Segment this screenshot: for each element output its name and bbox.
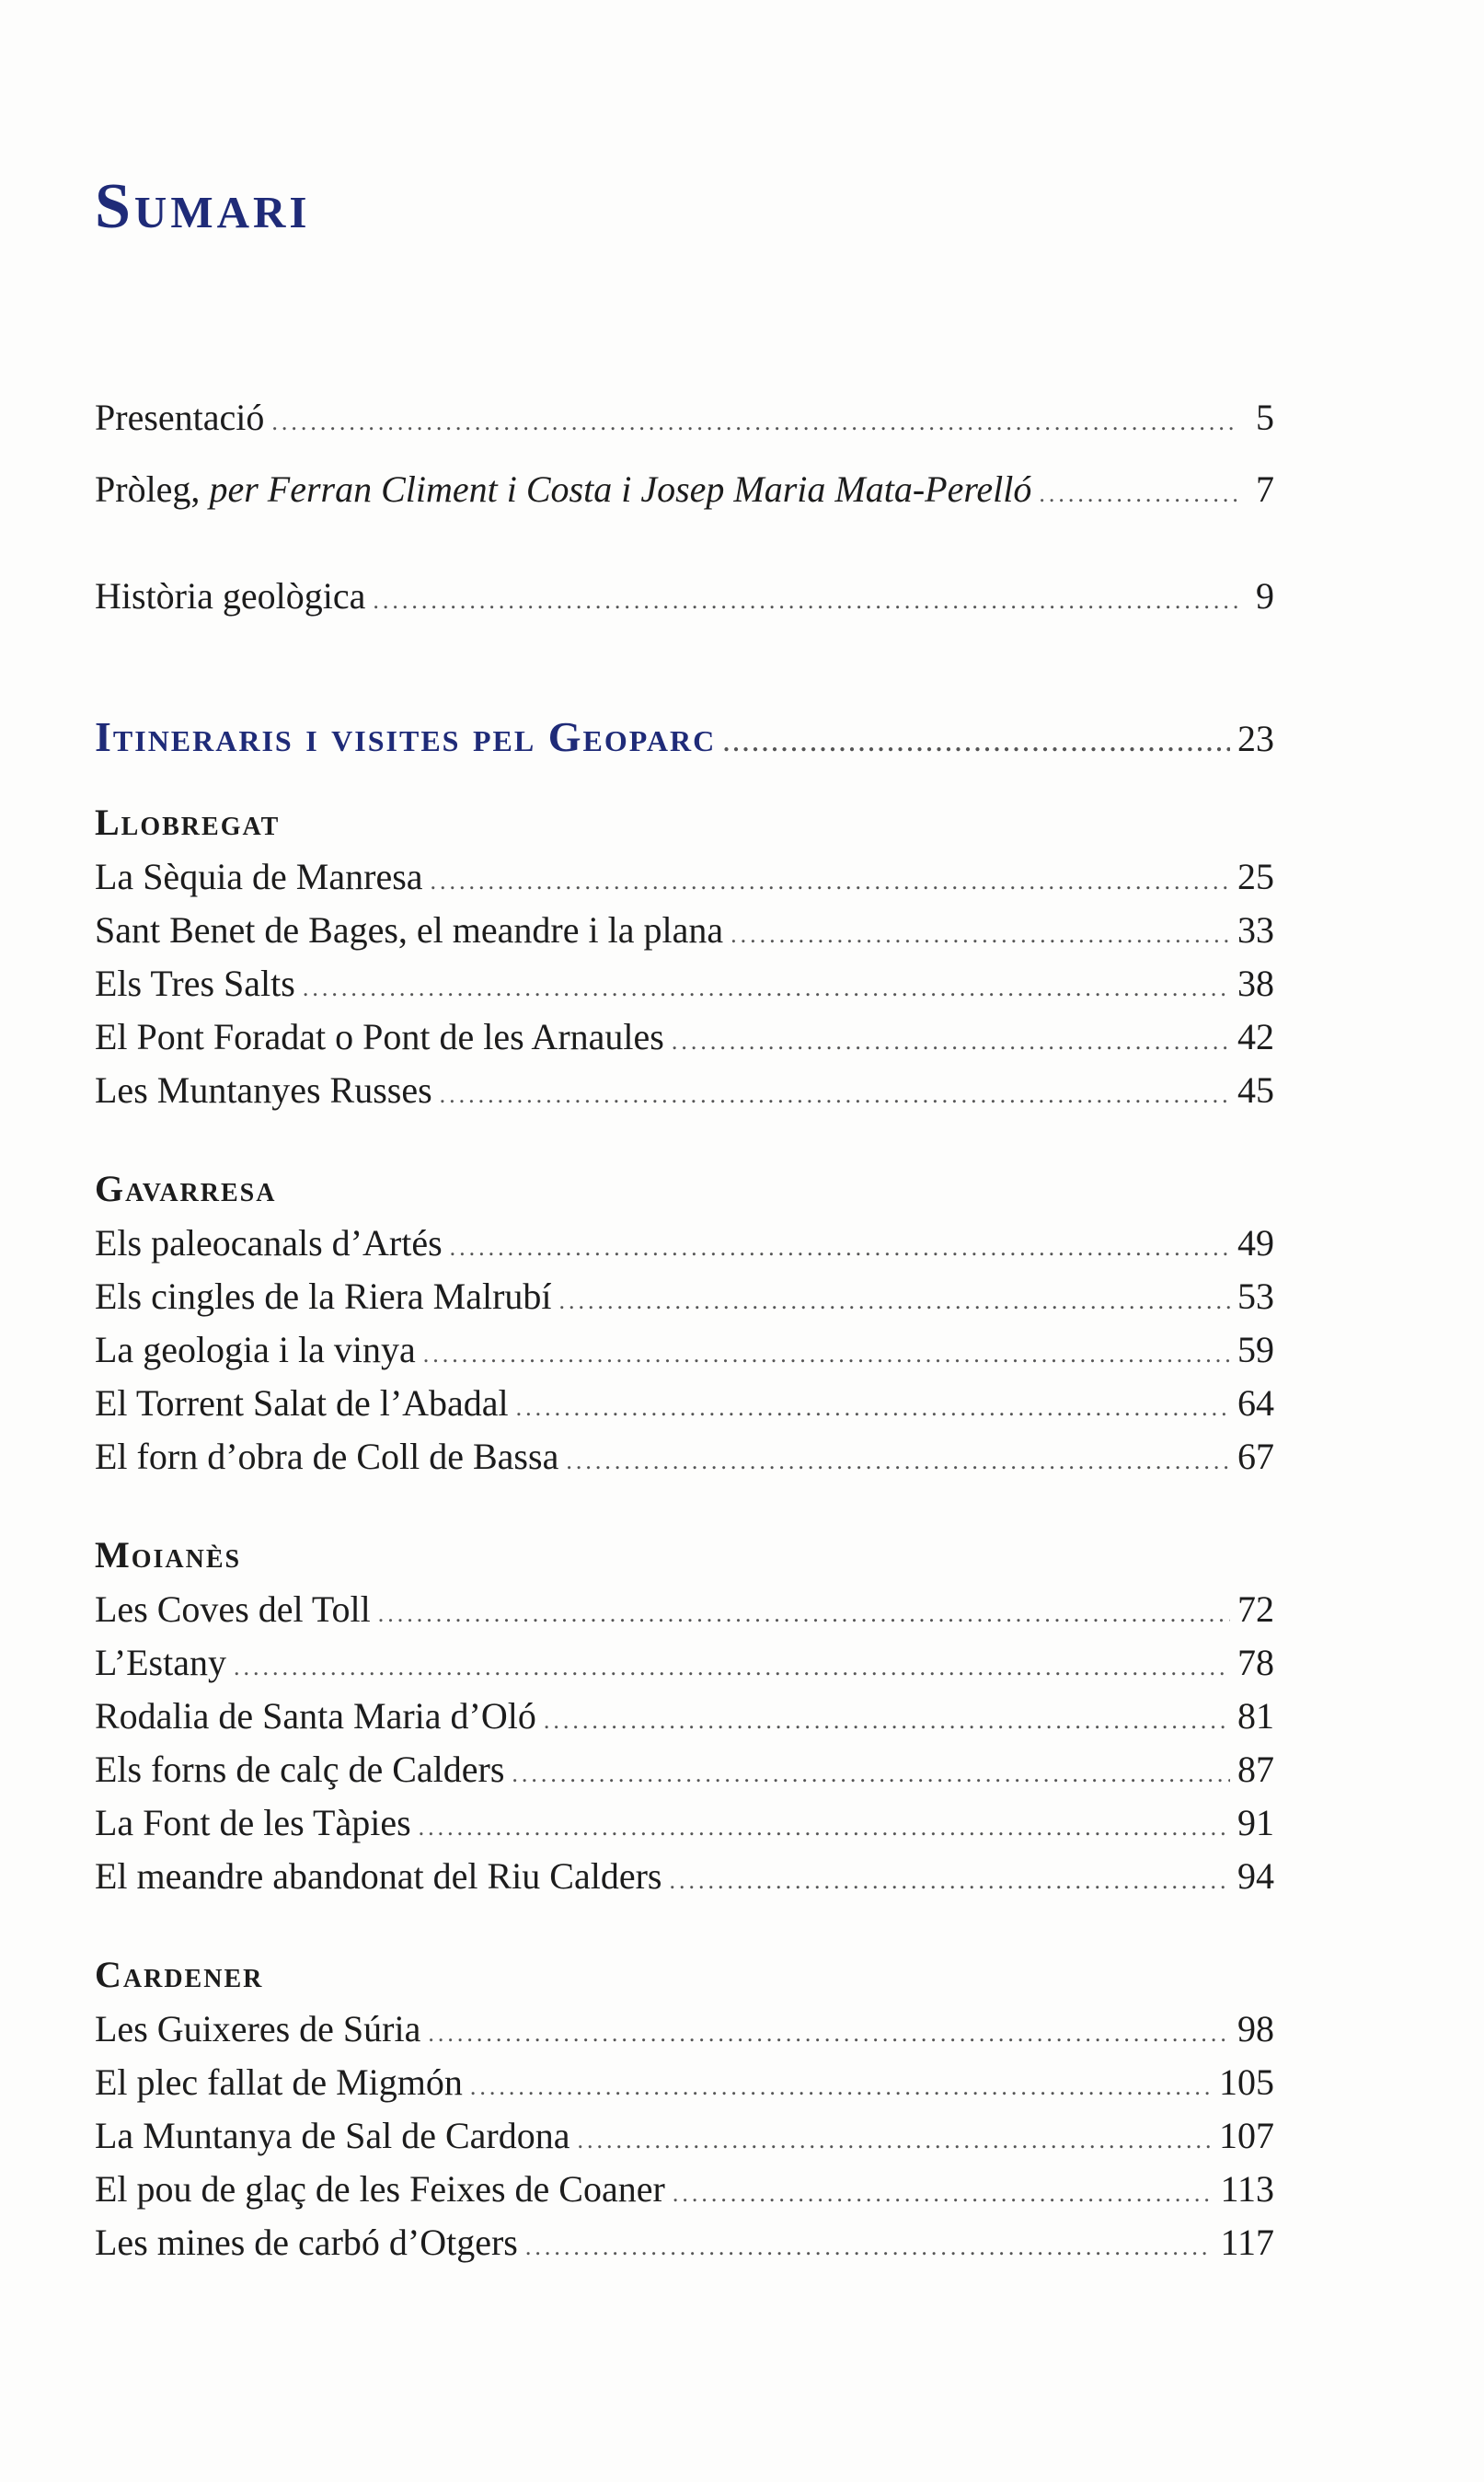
toc-page-number: 94 — [1237, 1855, 1274, 1897]
toc-entry[interactable] — [95, 1802, 1274, 1843]
dot-leader — [419, 1816, 1230, 1840]
toc-entry-label: El pou de glaç de les Feixes de Coaner — [95, 2168, 665, 2210]
dot-leader — [234, 1656, 1230, 1680]
toc-entry[interactable] — [95, 909, 1274, 951]
dot-leader — [431, 870, 1230, 894]
toc-page-number: 117 — [1220, 2222, 1274, 2263]
toc-page-number: 42 — [1237, 1016, 1274, 1057]
toc-entry-label: Sant Benet de Bages, el meandre i la plana — [95, 909, 724, 951]
toc-entry[interactable] — [95, 1642, 1274, 1683]
toc-entry-label: El plec fallat de Migmón — [95, 2061, 463, 2103]
section-heading-llobregat: Llobregat — [95, 802, 281, 843]
toc-entry[interactable] — [95, 1382, 1274, 1424]
toc-entry-label: L’Estany — [95, 1642, 226, 1683]
toc-entry[interactable] — [95, 1695, 1274, 1737]
toc-page-number: 7 — [1256, 468, 1274, 510]
section-heading-moianes: Moianès — [95, 1534, 242, 1576]
section-heading-gavarresa: Gavarresa — [95, 1168, 277, 1209]
dot-leader — [271, 410, 1239, 434]
toc-page-number: 53 — [1237, 1276, 1274, 1317]
toc-entry-label: Els paleocanals d’Artés — [95, 1222, 443, 1264]
dot-leader — [378, 1602, 1230, 1626]
dot-leader — [578, 2129, 1212, 2153]
toc-entry[interactable] — [95, 1588, 1274, 1630]
toc-page-number: 98 — [1237, 2008, 1274, 2049]
toc-entry[interactable] — [95, 2008, 1274, 2049]
toc-page-number: 38 — [1237, 963, 1274, 1004]
toc-entry[interactable] — [95, 2168, 1274, 2210]
toc-page-number: 72 — [1237, 1588, 1274, 1630]
toc-entry-label: Pròleg, per Ferran Climent i Costa i Josep Maria Mata-Perelló — [95, 468, 1032, 510]
toc-entry[interactable] — [95, 2224, 1274, 2261]
dot-leader — [303, 976, 1230, 1000]
toc-entry-label: Les Coves del Toll — [95, 1588, 371, 1630]
dot-leader — [450, 1236, 1230, 1260]
toc-page-number: 64 — [1237, 1382, 1274, 1424]
toc-page-number: 91 — [1237, 1802, 1274, 1843]
dot-leader — [470, 2075, 1212, 2099]
toc-entry-label: Els cingles de la Riera Malrubí — [95, 1276, 552, 1317]
toc-entry[interactable] — [95, 1016, 1274, 1057]
toc-entry-label: La geologia i la vinya — [95, 1329, 416, 1370]
toc-entry[interactable] — [95, 1855, 1274, 1897]
dot-leader — [559, 1289, 1230, 1313]
toc-entry-label: Les mines de carbó d’Otgers — [95, 2222, 518, 2263]
dot-leader — [440, 1083, 1230, 1107]
toc-page-number: 33 — [1237, 909, 1274, 951]
toc-entry-label: El Torrent Salat de l’Abadal — [95, 1382, 509, 1424]
dot-leader — [669, 1869, 1230, 1893]
toc-entry[interactable] — [95, 1438, 1274, 1475]
toc-entry-label: La Muntanya de Sal de Cardona — [95, 2115, 570, 2156]
toc-entry-label: Les Guixeres de Súria — [95, 2008, 421, 2049]
toc-page-number: 113 — [1220, 2168, 1274, 2210]
toc-page-number: 25 — [1237, 856, 1274, 897]
toc-page-number: 81 — [1237, 1695, 1274, 1737]
dot-leader — [1039, 482, 1239, 506]
toc-page-number: 107 — [1219, 2115, 1274, 2156]
toc-part-itineraris[interactable] — [95, 713, 1274, 760]
dot-leader — [672, 1030, 1230, 1054]
toc-entry-label: Presentació — [95, 397, 265, 438]
toc-entry-authors: per Ferran Climent i Costa i Josep Maria Mata-Perelló — [209, 468, 1032, 510]
page-title: Sumari — [95, 171, 311, 242]
toc-entry-label: Rodalia de Santa Maria d’Oló — [95, 1695, 536, 1737]
dot-leader — [723, 732, 1230, 756]
toc-entry[interactable] — [95, 1751, 1274, 1788]
toc-entry-label: Els Tres Salts — [95, 963, 295, 1004]
toc-page-number: 49 — [1237, 1222, 1274, 1264]
toc-entry-label: Els forns de calç de Calders — [95, 1749, 505, 1790]
dot-leader — [512, 1762, 1230, 1786]
toc-page-number: 105 — [1219, 2061, 1274, 2103]
toc-entry-label: El meandre abandonat del Riu Calders — [95, 1855, 662, 1897]
toc-page-number: 59 — [1237, 1329, 1274, 1370]
toc-entry-label: Història geològica — [95, 575, 366, 617]
toc-page-number: 87 — [1237, 1749, 1274, 1790]
toc-entry-label: La Sèquia de Manresa — [95, 856, 423, 897]
dot-leader — [525, 2235, 1214, 2259]
toc-entry[interactable] — [95, 1329, 1274, 1370]
toc-entry[interactable] — [95, 965, 1274, 1002]
dot-leader — [730, 923, 1230, 947]
dot-leader — [566, 1449, 1230, 1473]
toc-page-number: 23 — [1237, 718, 1274, 759]
toc-entry[interactable] — [95, 1222, 1274, 1264]
toc-part-label: Itineraris i visites pel Geoparc — [95, 713, 717, 760]
dot-leader — [544, 1709, 1230, 1733]
toc-page-number: 45 — [1237, 1069, 1274, 1111]
dot-leader — [423, 1343, 1230, 1367]
toc-entry-presentacio[interactable] — [95, 399, 1274, 436]
toc-entry-label: La Font de les Tàpies — [95, 1802, 411, 1843]
toc-entry[interactable] — [95, 1069, 1274, 1111]
toc-page-number: 5 — [1256, 397, 1274, 438]
toc-entry-historia[interactable] — [95, 575, 1274, 617]
dot-leader — [428, 2022, 1230, 2046]
toc-entry-label: El forn d’obra de Coll de Bassa — [95, 1436, 559, 1477]
toc-entry[interactable] — [95, 2061, 1274, 2103]
toc-entry[interactable] — [95, 2115, 1274, 2156]
table-of-contents — [95, 0, 1274, 2482]
dot-leader — [673, 2182, 1214, 2206]
toc-page-number: 78 — [1237, 1642, 1274, 1683]
dot-leader — [373, 589, 1239, 613]
section-heading-cardener: Cardener — [95, 1954, 264, 1995]
toc-entry[interactable] — [95, 856, 1274, 897]
toc-entry-label: Les Muntanyes Russes — [95, 1069, 432, 1111]
toc-entry[interactable] — [95, 1278, 1274, 1315]
toc-page-number: 9 — [1256, 575, 1274, 617]
toc-entry-proleg[interactable] — [95, 468, 1274, 510]
dot-leader — [516, 1396, 1230, 1420]
toc-entry-label: El Pont Foradat o Pont de les Arnaules — [95, 1016, 664, 1057]
toc-page-number: 67 — [1237, 1436, 1274, 1477]
